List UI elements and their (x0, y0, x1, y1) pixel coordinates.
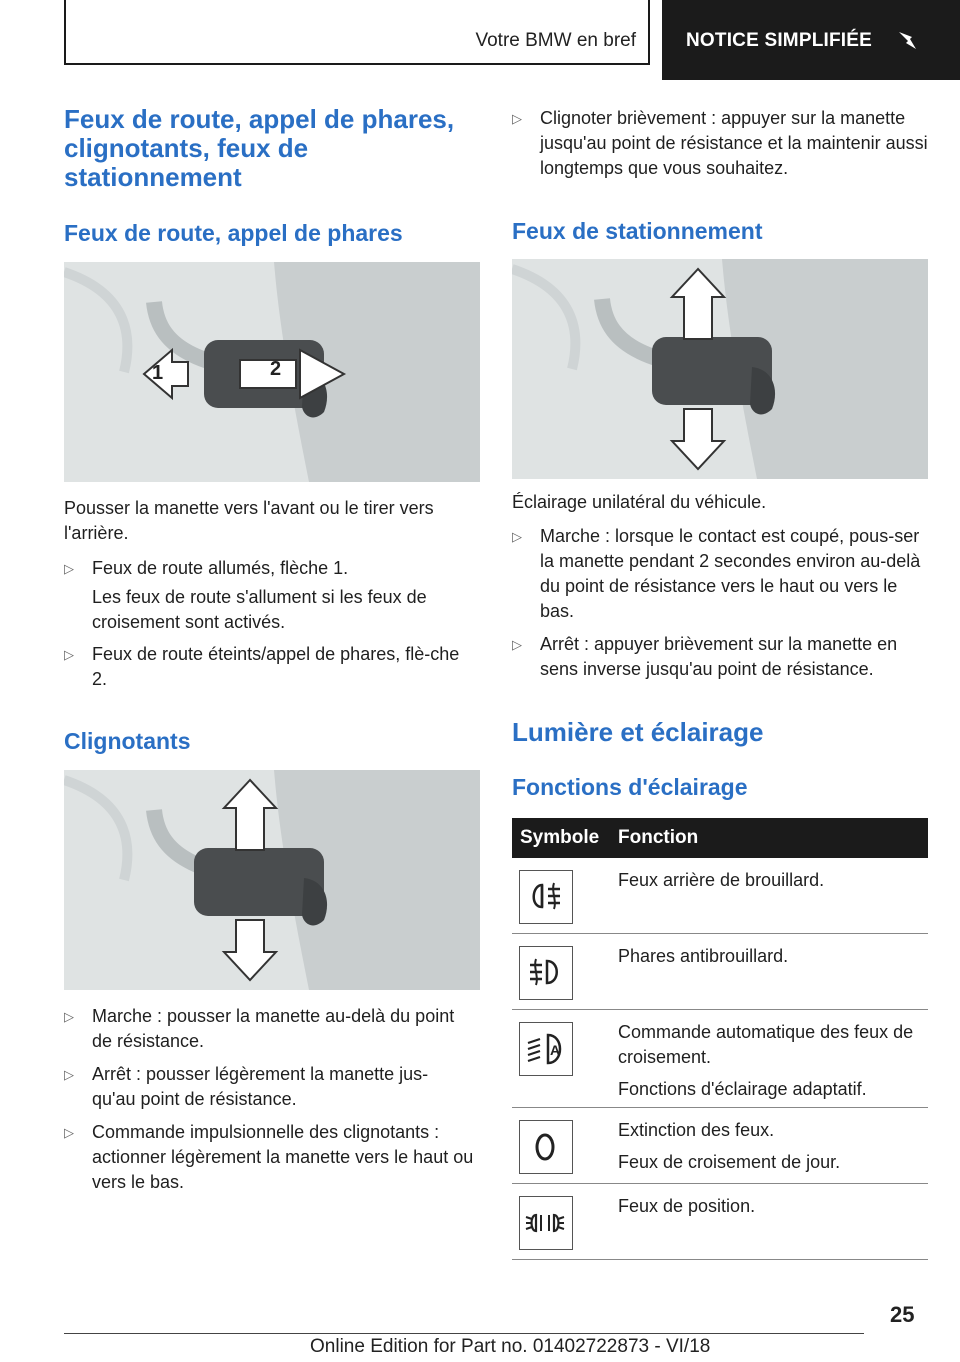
section-title: Feux de route, appel de phares, clignotants, feux de stationnement (64, 104, 455, 192)
column-header-symbol: Symbole (520, 827, 600, 848)
bullet-arrow-icon: ▷ (512, 111, 522, 126)
table-row (512, 1184, 928, 1260)
footer-edition: Online Edition for Part no. 01402722873 - VI/18 (310, 1336, 711, 1357)
parking-light-icon (519, 1196, 573, 1250)
parking-lights-intro: Éclairage unilatéral du véhicule. (512, 492, 767, 512)
bullet-arrow-icon: ▷ (64, 1067, 74, 1082)
high-beam-intro: Pousser la manette vers l'avant ou le tirer vers l'arrière. (64, 498, 434, 543)
rear-fog-light-icon (519, 870, 573, 924)
bullet-arrow-icon: ▷ (512, 529, 522, 544)
subsection-high-beam: Feux de route, appel de phares (64, 220, 403, 246)
bullet-arrow-icon: ▷ (512, 637, 522, 652)
subsection-lighting-functions: Fonctions d'éclairage (512, 774, 748, 800)
row-function-text: Feux de position. (618, 1196, 756, 1216)
table-header (512, 818, 928, 858)
illustration-parking-lights (512, 259, 928, 479)
column-header-function: Fonction (618, 827, 699, 848)
subsection-turn-signals: Clignotants (64, 728, 191, 754)
arrow-label-2: 2 (270, 358, 282, 380)
high-beam-note: Les feux de route s'allument si les feux de croisement sont activés. (92, 587, 427, 632)
lighting-functions-table (512, 818, 928, 1260)
row-function-text: Feux arrière de brouillard. (618, 870, 825, 890)
header-rule-middle (648, 0, 650, 64)
header-chapter: NOTICE SIMPLIFIÉE (686, 30, 873, 51)
table-row (512, 858, 928, 934)
table-row (512, 1108, 928, 1184)
row-function-text: Phares antibrouillard. (618, 946, 789, 966)
front-fog-light-icon (519, 946, 573, 1000)
table-row (512, 1010, 928, 1108)
stalk-up-down-illustration (64, 770, 480, 990)
bullet-arrow-icon: ▷ (64, 1009, 74, 1024)
footer-rule (64, 1333, 864, 1334)
section-title-lighting: Lumière et éclairage (512, 717, 764, 747)
row-function-text: Commande automatique des feux de croisement. Fonctions d'éclairage adaptatif. (618, 1022, 914, 1099)
subsection-parking-lights: Feux de stationnement (512, 218, 763, 244)
row-function-text: Extinction des feux. Feux de croisement de jour. (618, 1120, 841, 1172)
bullet-arrow-icon: ▷ (64, 647, 74, 662)
stalk-hold-illustration (512, 259, 928, 479)
illustration-high-beam (64, 262, 480, 482)
header-section: Votre BMW en bref (475, 30, 636, 51)
header-rule-bottom (64, 63, 650, 65)
quick-reference-icon (896, 30, 920, 50)
table-row (512, 934, 928, 1010)
auto-headlight-icon (519, 1022, 573, 1076)
page-number: 25 (890, 1302, 915, 1327)
lights-off-icon (519, 1120, 573, 1174)
illustration-turn-signals (64, 770, 480, 990)
bullet-arrow-icon: ▷ (64, 561, 74, 576)
svg-text:A: A (550, 1042, 561, 1058)
arrow-label-1: 1 (152, 362, 164, 384)
bullet-arrow-icon: ▷ (64, 1125, 74, 1140)
